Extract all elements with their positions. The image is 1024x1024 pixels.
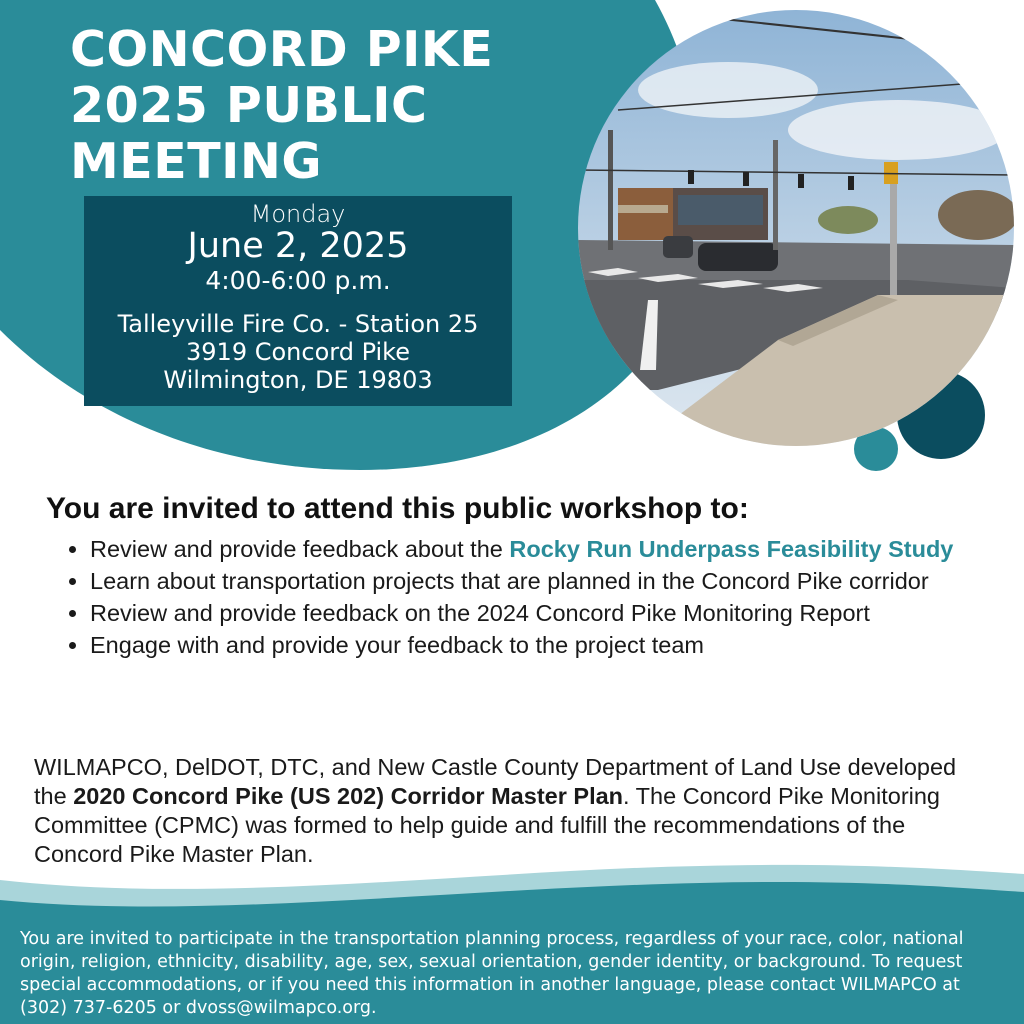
list-item: • Review and provide feedback on the 2024 Concord Pike Monitoring Report bbox=[90, 598, 1024, 628]
rocky-run-study-link[interactable]: Rocky Run Underpass Feasibility Study bbox=[509, 536, 954, 562]
footer-notice: You are invited to participate in the transportation planning process, regardless of your race, color, national origin, religion, ethnicity, disability, age, sex, sexual orientation, gender identity, or background. To request special accommodations, or if you need this information in another language, please contact WILMAPCO at (302) 737-6205 or dvoss@wilmapco.org. bbox=[20, 929, 964, 1018]
event-address-line-2: Wilmington, DE 19803 bbox=[163, 366, 433, 394]
list-item bbox=[90, 534, 1024, 564]
invite-bullet-list bbox=[52, 534, 1024, 662]
event-venue: Talleyville Fire Co. - Station 25 bbox=[117, 310, 479, 338]
event-day: Monday bbox=[250, 200, 346, 228]
title-line-2: 2025 PUBLIC bbox=[70, 77, 428, 134]
page-title bbox=[70, 22, 630, 190]
title-line-1: CONCORD PIKE bbox=[70, 21, 494, 78]
list-item: • Learn about transportation projects that are planned in the Concord Pike corridor bbox=[90, 566, 1024, 596]
event-location bbox=[84, 310, 512, 394]
invite-heading: You are invited to attend this public workshop to: bbox=[46, 492, 749, 525]
event-time: 4:00-6:00 p.m. bbox=[205, 266, 391, 295]
master-plan-title: 2020 Concord Pike (US 202) Corridor Master Plan bbox=[73, 783, 624, 809]
master-plan-paragraph bbox=[34, 753, 974, 869]
bullet-1-text: Review and provide feedback about the bbox=[90, 536, 510, 562]
event-date: June 2, 2025 bbox=[187, 226, 409, 266]
street-intersection-photo bbox=[578, 10, 1014, 446]
paragraph-part-2: . The Concord Pike Monitoring Committee (CPMC) was formed to help guide and fulfill the recommendations of the Concord Pike Master Plan. bbox=[34, 783, 941, 867]
paragraph-part-1: WILMAPCO, DelDOT, DTC, and New Castle County Department of Land Use developed the bbox=[34, 754, 957, 809]
list-item: • Engage with and provide your feedback to the project team bbox=[90, 630, 1024, 660]
title-line-3: MEETING bbox=[70, 133, 323, 190]
event-info-box bbox=[84, 196, 512, 406]
event-address-line-1: 3919 Concord Pike bbox=[186, 338, 410, 366]
